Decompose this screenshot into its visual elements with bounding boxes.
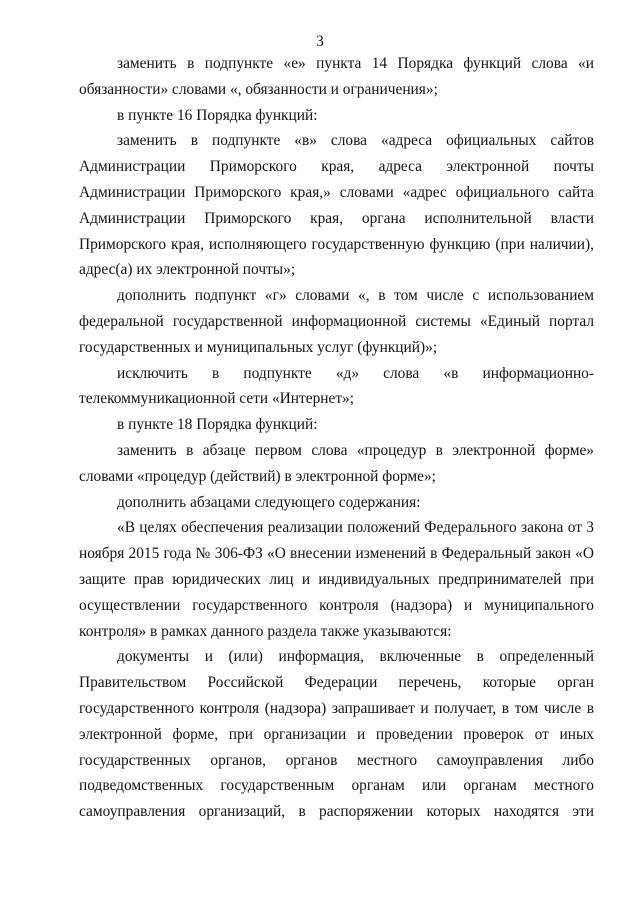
paragraph-exclude-subpoint-d: исключить в подпункте «д» слова «в информационно-телекоммуникационной сети «Интернет»; [79,364,594,408]
paragraph-documents-information: документы и (или) информация, включенные в определенный Правительством Российской Федерации перечень, которые орган государственного контроля (надзора) запрашивает и получает, в том числе в электронной форме, при организации и проведении проверок от иных государственных органов, органов местного самоуправления либо подведомственных государственным органам или органам местного самоуправления организаций, в распоряжении которых находятся эти [79,648,594,821]
paragraph-replace-subpoint-e: заменить в подпункте «е» пункта 14 Порядка функций слова «и обязанности» словами «, обязанности и ограничения»; [79,55,594,98]
paragraph-point-18-heading: в пункте 18 Порядка функций: [117,416,318,434]
paragraph-amend-subpoint-g: дополнить подпункт «г» словами «, в том числе с использованием федеральной государственной информационной системы «Единый портал государственных и муниципальных услуг (функций)»; [79,287,594,356]
paragraph-federal-law-quote: «В целях обеспечения реализации положений Федерального закона от 3 ноября 2015 года № 306-ФЗ «О внесении изменений в Федеральный закон «О защите прав юридических лиц и индивидуальных предпринимателей при осуществлении государственного контроля (надзора) и муниципального контроля» в рамках данного раздела также указываются: [79,519,594,640]
paragraph-point-16-heading: в пункте 16 Порядка функций: [117,106,318,124]
page-number: 3 [316,33,324,50]
paragraph-replace-subpoint-v: заменить в подпункте «в» слова «адреса официальных сайтов Администрации Приморского края, адреса электронной почты Администрации Приморского края,» словами «адрес официального сайта Администрации Приморского края, органа исполнительной власти Приморского края, исполняющего государственную функцию (при наличии), адрес(а) их электронной почты»; [79,132,594,279]
document-body [79,51,594,825]
paragraph-replace-first-abzac: заменить в абзаце первом слова «процедур в электронной форме» словами «процедур (действий) в электронной форме»; [79,441,594,485]
paragraph-add-abzacs: дополнить абзацами следующего содержания: [117,493,421,511]
